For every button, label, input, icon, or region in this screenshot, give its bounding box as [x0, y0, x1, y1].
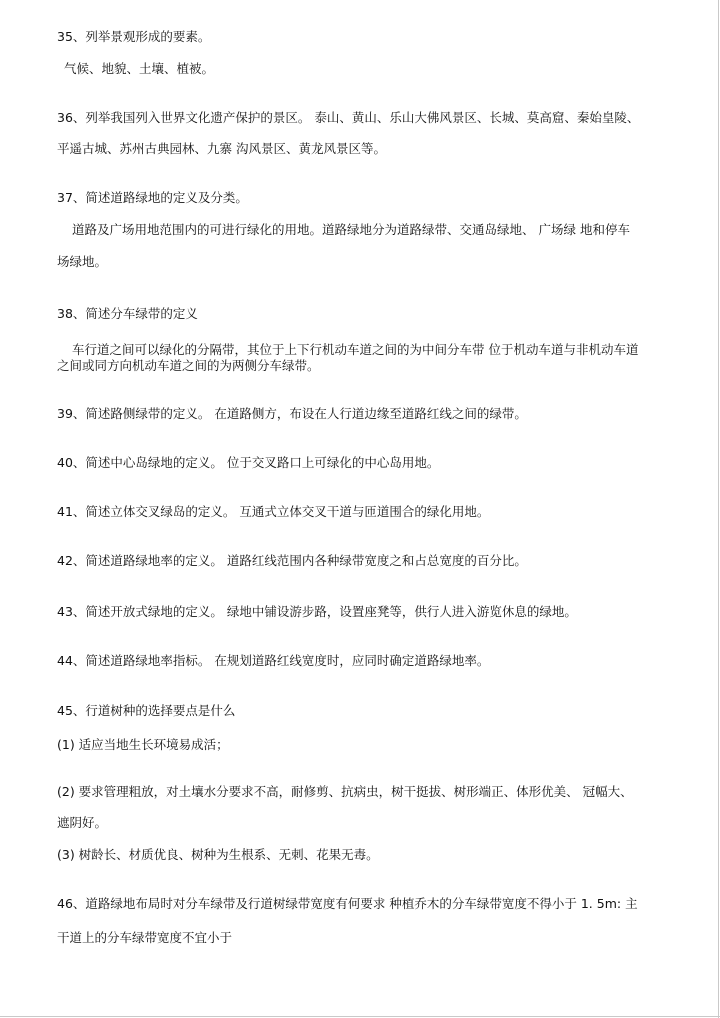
q35-title: 35、列举景观形成的要素。	[57, 29, 211, 44]
q45-point-1: (1) 适应当地生长环境易成活；	[57, 737, 229, 752]
q43-line: 43、简述开放式绿地的定义。 绿地中铺设游步路，设置座凳等，供行人进入游览休息的绿地。	[57, 604, 577, 619]
q37-title: 37、简述道路绿地的定义及分类。	[57, 190, 248, 205]
q40-line: 40、简述中心岛绿地的定义。 位于交叉路口上可绿化的中心岛用地。	[57, 455, 440, 470]
q36-line-2: 平遥古城、苏州古典园林、九寨 沟风景区、黄龙风景区等。	[57, 141, 386, 156]
page-frame-right	[718, 0, 719, 1018]
q42-line: 42、简述道路绿地率的定义。 道路红线范围内各种绿带宽度之和占总宽度的百分比。	[57, 553, 527, 568]
q46-line-1: 46、道路绿地布局时对分车绿带及行道树绿带宽度有何要求 种植乔木的分车绿带宽度不得小于 1. 5m: 主	[57, 896, 638, 911]
q39-line: 39、简述路侧绿带的定义。 在道路侧方，布设在人行道边缘至道路红线之间的绿带。	[57, 406, 527, 421]
q46-line-2: 干道上的分车绿带宽度不宜小于	[57, 930, 233, 945]
q35-answer: 气候、地貌、土壤、植被。	[64, 61, 215, 76]
q37-answer-line-2: 场绿地。	[57, 254, 108, 269]
q38-answer-line-2: 之间或同方向机动车道之间的为两侧分车绿带。	[57, 358, 320, 373]
q38-answer-line-1: 车行道之间可以绿化的分隔带，其位于上下行机动车道之间的为中间分车带 位于机动车道与非机动车道	[72, 342, 639, 357]
q38-title: 38、简述分车绿带的定义	[57, 306, 198, 321]
q44-line: 44、简述道路绿地率指标。 在规划道路红线宽度时，应同时确定道路绿地率。	[57, 653, 490, 668]
q45-point-2-line-1: (2) 要求管理粗放，对土壤水分要求不高，耐修剪、抗病虫，树干挺拔、树形端正、体形优美、 冠幅大、	[57, 784, 633, 799]
q45-title: 45、行道树种的选择要点是什么	[57, 703, 236, 718]
page-frame-bottom	[0, 1016, 720, 1017]
q41-line: 41、简述立体交叉绿岛的定义。 互通式立体交叉干道与匝道围合的绿化用地。	[57, 504, 490, 519]
q36-line-1: 36、列举我国列入世界文化遗产保护的景区。 泰山、黄山、乐山大佛风景区、长城、莫高窟、秦始皇陵、	[57, 110, 640, 125]
q45-point-3: (3) 树龄长、材质优良、树种为生根系、无刺、花果无毒。	[57, 847, 379, 862]
q45-point-2-line-2: 遮阴好。	[57, 815, 108, 830]
q37-answer-line-1: 道路及广场用地范围内的可进行绿化的用地。道路绿地分为道路绿带、交通岛绿地、 广场绿 地和停车	[72, 222, 630, 237]
